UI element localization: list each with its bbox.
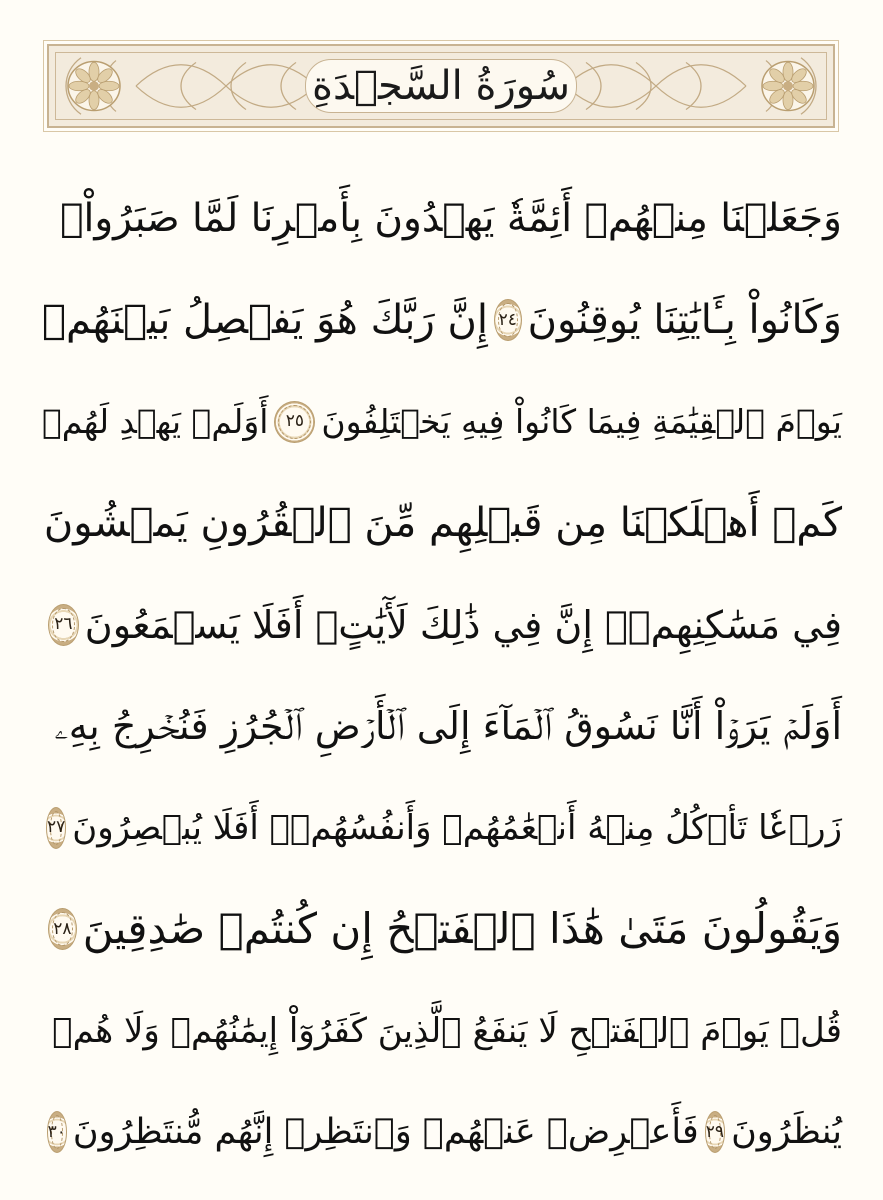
verse-line — [42, 676, 842, 778]
verse-line — [42, 574, 842, 676]
ayah-number-marker-icon — [48, 604, 79, 646]
verse-text-segment: وَكَانُواْ بِـَٔايَٰتِنَا يُوقِنُونَ — [527, 297, 842, 344]
ayah-number: ٢٨ — [53, 918, 72, 939]
verse-line — [42, 270, 842, 372]
surah-title: سُورَةُ السَّجۡدَةِ — [312, 63, 570, 109]
verse-line — [42, 980, 842, 1082]
ayah-number-marker-icon — [48, 908, 77, 950]
right-arabesque-ornament — [566, 53, 826, 119]
verse-line — [42, 473, 842, 575]
verse-text-segment: يُنظَرُونَ — [731, 1111, 842, 1152]
left-rosette-icon — [68, 61, 120, 110]
ayah-number: ٢٦ — [54, 614, 73, 635]
verse-text-segment: أَوَلَمۡ يَرَوۡاْ أَنَّا نَسُوقُ ٱلۡمَآءَ إِلَى ٱلۡأَرۡضِ ٱلۡجُرُزِ فَنُخۡرِجُ بِهِۦ — [54, 704, 842, 749]
verse-text-segment: أَوَلَمۡ يَهۡدِ لَهُمۡ — [42, 402, 269, 442]
verse-text-block — [42, 168, 842, 1183]
verse-line — [42, 168, 842, 270]
verse-text-segment: فِي مَسَٰكِنِهِمۡۚ إِنَّ فِي ذَٰلِكَ لَأٓيَٰتٍۚ أَفَلَا يَسۡمَعُونَ — [84, 602, 842, 647]
ayah-number: ٢٤ — [498, 309, 517, 330]
verse-text-segment: وَيَقُولُونَ مَتَىٰ هَٰذَا ٱلۡفَتۡحُ إِن كُنتُمۡ صَٰدِقِينَ — [82, 904, 842, 954]
verse-line — [42, 777, 842, 879]
verse-text-segment: وَجَعَلۡنَا مِنۡهُمۡ أَئِمَّةٗ يَهۡدُونَ بِأَمۡرِنَا لَمَّا صَبَرُواْۖ — [60, 196, 842, 242]
verse-line — [42, 879, 842, 981]
surah-header-banner — [47, 44, 835, 128]
ayah-number-marker-icon — [494, 299, 522, 341]
left-arabesque-ornament — [56, 53, 316, 119]
verse-text-segment: زَرۡعٗا تَأۡكُلُ مِنۡهُ أَنۡعَٰمُهُمۡ وَأَنفُسُهُمۡۚ أَفَلَا يُبۡصِرُونَ — [72, 807, 842, 848]
verse-line — [42, 1082, 842, 1184]
verse-text-segment: قُلۡ يَوۡمَ ٱلۡفَتۡحِ لَا يَنفَعُ ٱلَّذِينَ كَفَرُوٓاْ إِيمَٰنُهُمۡ وَلَا هُمۡ — [52, 1010, 842, 1051]
ayah-number-marker-icon — [46, 807, 66, 849]
ayah-number-marker-icon — [274, 401, 315, 443]
verse-line — [42, 371, 842, 473]
verse-text-segment: فَأَعۡرِضۡ عَنۡهُمۡ وَٱنتَظِرۡ إِنَّهُم مُّنتَظِرُونَ — [72, 1111, 699, 1152]
verse-text-segment: إِنَّ رَبَّكَ هُوَ يَفۡصِلُ بَيۡنَهُمۡ — [42, 297, 488, 344]
banner-inner-frame — [55, 52, 827, 120]
surah-title-plate — [305, 59, 577, 113]
ayah-number-marker-icon — [47, 1111, 67, 1153]
ayah-number-marker-icon — [705, 1111, 725, 1153]
right-rosette-icon — [762, 61, 814, 110]
ayah-number: ٣٠ — [47, 1121, 66, 1142]
ayah-number: ٢٩ — [705, 1121, 725, 1142]
verse-text-segment: كَمۡ أَهۡلَكۡنَا مِن قَبۡلِهِم مِّنَ ٱلۡقُرُونِ يَمۡشُونَ — [43, 500, 842, 547]
ayah-number: ٢٧ — [46, 817, 66, 838]
verse-text-segment: يَوۡمَ ٱلۡقِيَٰمَةِ فِيمَا كَانُواْ فِيهِ يَخۡتَلِفُونَ — [321, 402, 842, 442]
ayah-number: ٢٥ — [285, 411, 305, 432]
